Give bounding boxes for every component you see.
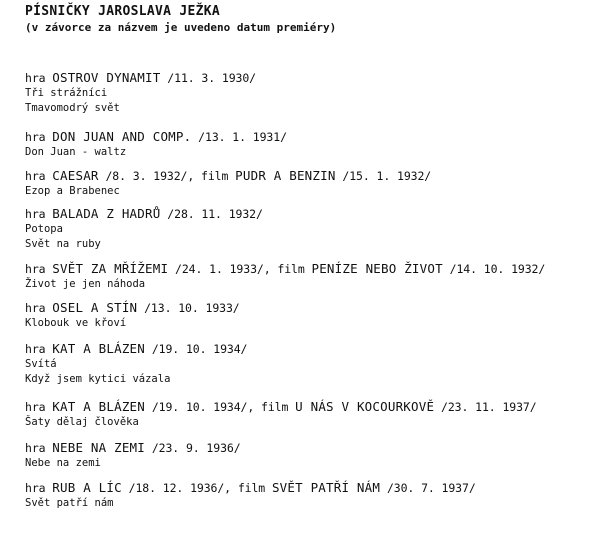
work-title: OSEL A STÍN [52,300,138,315]
song-title: Tmavomodrý svět [25,102,120,114]
work-title: CAESAR [52,168,99,183]
entry-text: hra [25,169,53,183]
list-item [25,300,590,331]
song-title: Tři strážníci [25,87,108,99]
entry-text: hra [25,342,53,356]
song-title: Šaty dělaj člověka [25,416,139,428]
entry-heading [25,129,590,145]
entry-text: /14. 10. 1932/ [442,262,546,276]
entry-text: hra [25,301,53,315]
entry-heading [25,168,590,184]
list-item [25,480,590,511]
list-item [25,399,590,430]
list-item [25,440,590,471]
entry-text: hra [25,481,53,495]
entry-text: hra [25,400,53,414]
work-title: RUB A LÍC [52,480,122,495]
entry-heading [25,261,590,277]
work-title: KAT A BLÁZEN [52,341,146,356]
page-subtitle: (v závorce za názvem je uvedeno datum premiéry) [25,21,337,34]
work-title: PENÍZE NEBO ŽIVOT [311,261,443,276]
work-title: BALADA Z HADRŮ [52,206,161,221]
entry-heading [25,70,590,86]
list-item [25,129,590,160]
list-item [25,168,590,199]
work-title: NEBE NA ZEMI [52,440,146,455]
work-title: KAT A BLÁZEN [52,399,146,414]
entry-heading [25,440,590,456]
list-item [25,261,590,292]
entry-text: /24. 1. 1933/, film [168,262,312,276]
work-title: SVĚT ZA MŘÍŽEMI [52,261,169,276]
entry-text: /15. 1. 1932/ [335,169,432,183]
song-title: Don Juan - waltz [25,146,127,158]
entry-text: hra [25,71,53,85]
entry-text: /28. 11. 1932/ [160,207,263,221]
entry-text: hra [25,441,53,455]
song-title: Život je jen náhoda [25,278,146,290]
entry-text: /19. 10. 1934/ [145,342,248,356]
list-item [25,70,590,116]
song-title: Svět patří nám [25,497,114,509]
page-title: PÍSNIČKY JAROSLAVA JEŽKA [25,4,221,19]
list-item [25,341,590,387]
entry-heading [25,480,590,496]
entry-heading [25,300,590,316]
document-header [25,4,585,35]
entry-text: /11. 3. 1930/ [160,71,256,85]
entry-text: /30. 7. 1937/ [380,481,476,495]
list-item [25,206,590,252]
song-title: Ezop a Brabenec [25,185,120,197]
entry-text: /13. 10. 1933/ [137,301,240,315]
entry-text: /23. 11. 1937/ [434,400,537,414]
entry-heading [25,206,590,222]
entry-text: hra [25,207,53,221]
work-title: SVĚT PATŘÍ NÁM [271,480,381,495]
song-title: Svět na ruby [25,238,101,250]
entry-heading [25,399,590,415]
entry-text: /19. 10. 1934/, film [145,400,296,414]
entry-text: hra [25,130,53,144]
song-title: Potopa [25,223,63,235]
entry-text: /13. 1. 1931/ [191,130,287,144]
entry-text: hra [25,262,53,276]
work-title: OSTROV DYNAMIT [52,70,161,85]
work-title: U NÁS V KOCOURKOVĚ [295,399,435,414]
song-title: Nebe na zemi [25,457,101,469]
entry-heading [25,341,590,357]
song-title: Klobouk ve křoví [25,317,127,329]
work-title: PUDR A BENZIN [235,168,336,183]
song-title: Svítá [25,358,57,370]
song-title: Když jsem kytici vázala [25,373,171,385]
work-title: DON JUAN AND COMP. [52,129,192,144]
entry-text: /23. 9. 1936/ [145,441,241,455]
entry-text: /8. 3. 1932/, film [98,169,236,183]
entry-text: /18. 12. 1936/, film [121,481,272,495]
